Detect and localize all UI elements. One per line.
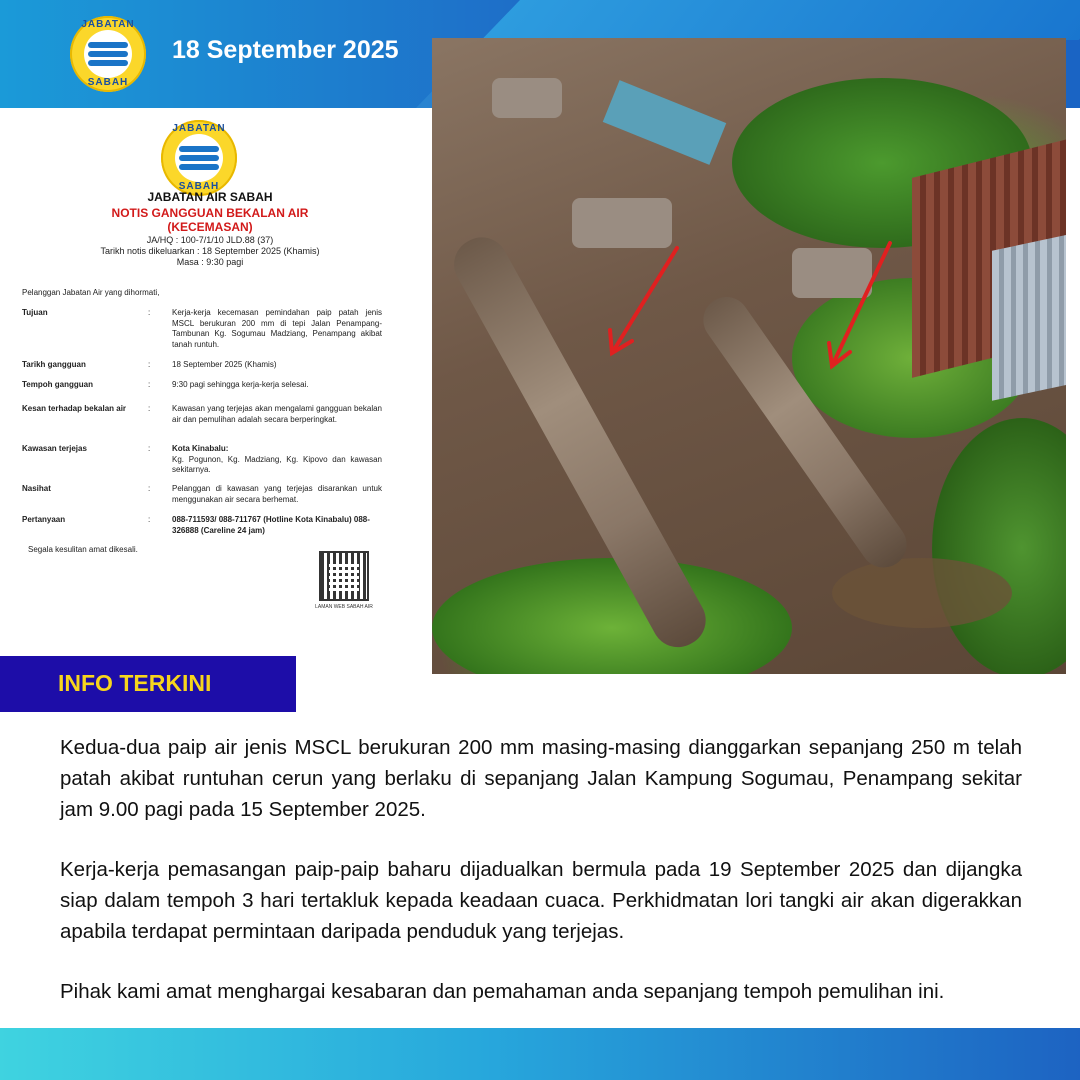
landslide-broken-pipes-photo	[432, 38, 1066, 674]
notice-organization: JABATAN AIR SABAH	[147, 190, 273, 204]
row-value: 9:30 pagi sehingga kerja-kerja selesai.	[172, 380, 309, 389]
info-paragraph-3: Pihak kami amat menghargai kesabaran dan pemahaman anda sepanjang tempoh pemulihan ini.	[60, 980, 945, 1003]
notice-greeting: Pelanggan Jabatan Air yang dihormati,	[22, 288, 160, 297]
jabatan-air-sabah-logo	[70, 16, 146, 92]
qr-caption: LAMAN WEB SABAH AIR	[315, 604, 373, 610]
red-arrow-left-icon	[612, 248, 677, 353]
row-label: Kesan terhadap bekalan air	[22, 404, 127, 413]
notice-issued-date: Tarikh notis dikeluarkan : 18 September 2025 (Khamis)	[100, 246, 320, 256]
row-value-bold: Kota Kinabalu:	[172, 444, 229, 453]
row-label: Kawasan terjejas	[22, 444, 87, 453]
notice-closing: Segala kesulitan amat dikesali.	[28, 545, 138, 554]
info-paragraph-2: Kerja-kerja pemasangan paip-paip baharu dijadualkan bermula pada 19 September 2025 dan dijangka siap dalam tempoh 3 hari tertakluk kepada keadaan cuaca. Perkhidmatan lori tangki air akan digerakkan apabila terdapat permintaan daripada penduduk yang terjejas.	[60, 858, 1022, 943]
row-label: Tujuan	[22, 308, 48, 317]
notice-logo-text-bottom: SABAH	[178, 181, 220, 192]
notice-issued-time: Masa : 9:30 pagi	[176, 257, 244, 267]
notice-title-line1: NOTIS GANGGUAN BEKALAN AIR	[111, 206, 309, 220]
notice-title-line2: (KECEMASAN)	[167, 220, 253, 234]
row-label: Nasihat	[22, 484, 51, 493]
row-value: 18 September 2025 (Khamis)	[172, 360, 277, 369]
row-value: Kawasan yang terjejas akan mengalami gangguan bekalan air dan pemulihan adalah secara berperingkat.	[172, 404, 382, 424]
info-terkini-label: INFO TERKINI	[58, 670, 212, 696]
red-arrow-right-icon	[832, 243, 890, 366]
red-arrow-icons	[432, 38, 1066, 674]
water-wave-icon	[84, 30, 132, 78]
notice-reference-block	[0, 235, 420, 268]
logo-text-top: JABATAN	[81, 19, 135, 30]
header-accent-stripe	[439, 0, 1080, 40]
row-label: Pertanyaan	[22, 515, 66, 524]
notice-logo-text-top: JABATAN	[172, 123, 226, 134]
notice-logo	[161, 120, 237, 196]
notice-reference: JA/HQ : 100-7/1/10 JLD.88 (37)	[146, 235, 274, 245]
row-label: Tempoh gangguan	[22, 380, 93, 389]
qr-code-icon	[319, 551, 369, 601]
row-value-text: Kg. Pogunon, Kg. Madziang, Kg. Kipovo dan kawasan sekitarnya.	[172, 454, 382, 474]
row-value: Pelanggan di kawasan yang terjejas disarankan untuk menggunakan air secara berhemat.	[172, 484, 382, 504]
header-date: 18 September 2025	[172, 36, 399, 64]
info-paragraph-1: Kedua-dua paip air jenis MSCL berukuran 200 mm masing-masing dianggarkan sepanjang 250 m telah patah akibat runtuhan cerun yang berlaku di sepanjang Jalan Kampung Sogumau, Penampang sekitar jam 9.00 pagi pada 15 September 2025.	[60, 736, 1022, 821]
logo-text-bottom: SABAH	[87, 77, 129, 88]
row-value: Kerja-kerja kecemasan pemindahan paip patah jenis MSCL berukuran 200 mm di tepi Jalan Penampang-Tambunan Kg. Sogumau Madziang, Penampang akibat tanah runtuh.	[172, 308, 382, 349]
info-body	[60, 732, 1022, 1036]
footer-band	[0, 1028, 1080, 1080]
row-value	[172, 444, 382, 476]
notice-document: JABATAN SABAH JABATAN AIR SABAH NOTIS GANGGUAN BEKALAN AIR (KECEMASAN) JA/HQ : 100-7/1/10 JLD.88 (37) Tarikh notis dikeluarkan : 18 September 2025 (Khamis) Masa : 9:30 pagi Pelanggan Jabatan Air yang dihormati, Tujuan : Kerja-kerja kecemasan pemindahan paip patah jenis MSCL berukuran 200 mm di tepi Jalan Penampang-Tambunan Kg. Sogumau Madziang, Penampang akibat tanah runtuh. Tarikh gangguan : 18 September 2025 (Khamis) Tempoh gangguan : 9:30 pagi sehingga kerja-kerja selesai. Kesan terhadap bekalan air : Kawasan yang terjejas akan mengalami gangguan bekalan air dan pemulihan adalah secara berperingkat. Kawasan terjejas : Kota Kinabalu: Kg. Pogunon, Kg. Madziang, Kg. Kipovo dan kawasan sekitarnya. Nasihat : Pelanggan di kawasan yang terjejas disarankan untuk menggunakan air secara berhemat. Pertanyaan : 088-711593/ 088-711767 (Hotline Kota Kinabalu) 088-326888 (Careline 24 jam) Segala kesulitan amat dikesali. LAMAN WEB SABAH AIR	[0, 108, 420, 658]
row-value: 088-711593/ 088-711767 (Hotline Kota Kinabalu) 088-326888 (Careline 24 jam)	[172, 515, 370, 535]
notice-title	[0, 206, 420, 234]
notice-water-wave-icon	[175, 134, 223, 182]
qr-code[interactable]	[303, 548, 385, 622]
row-label: Tarikh gangguan	[22, 360, 86, 369]
